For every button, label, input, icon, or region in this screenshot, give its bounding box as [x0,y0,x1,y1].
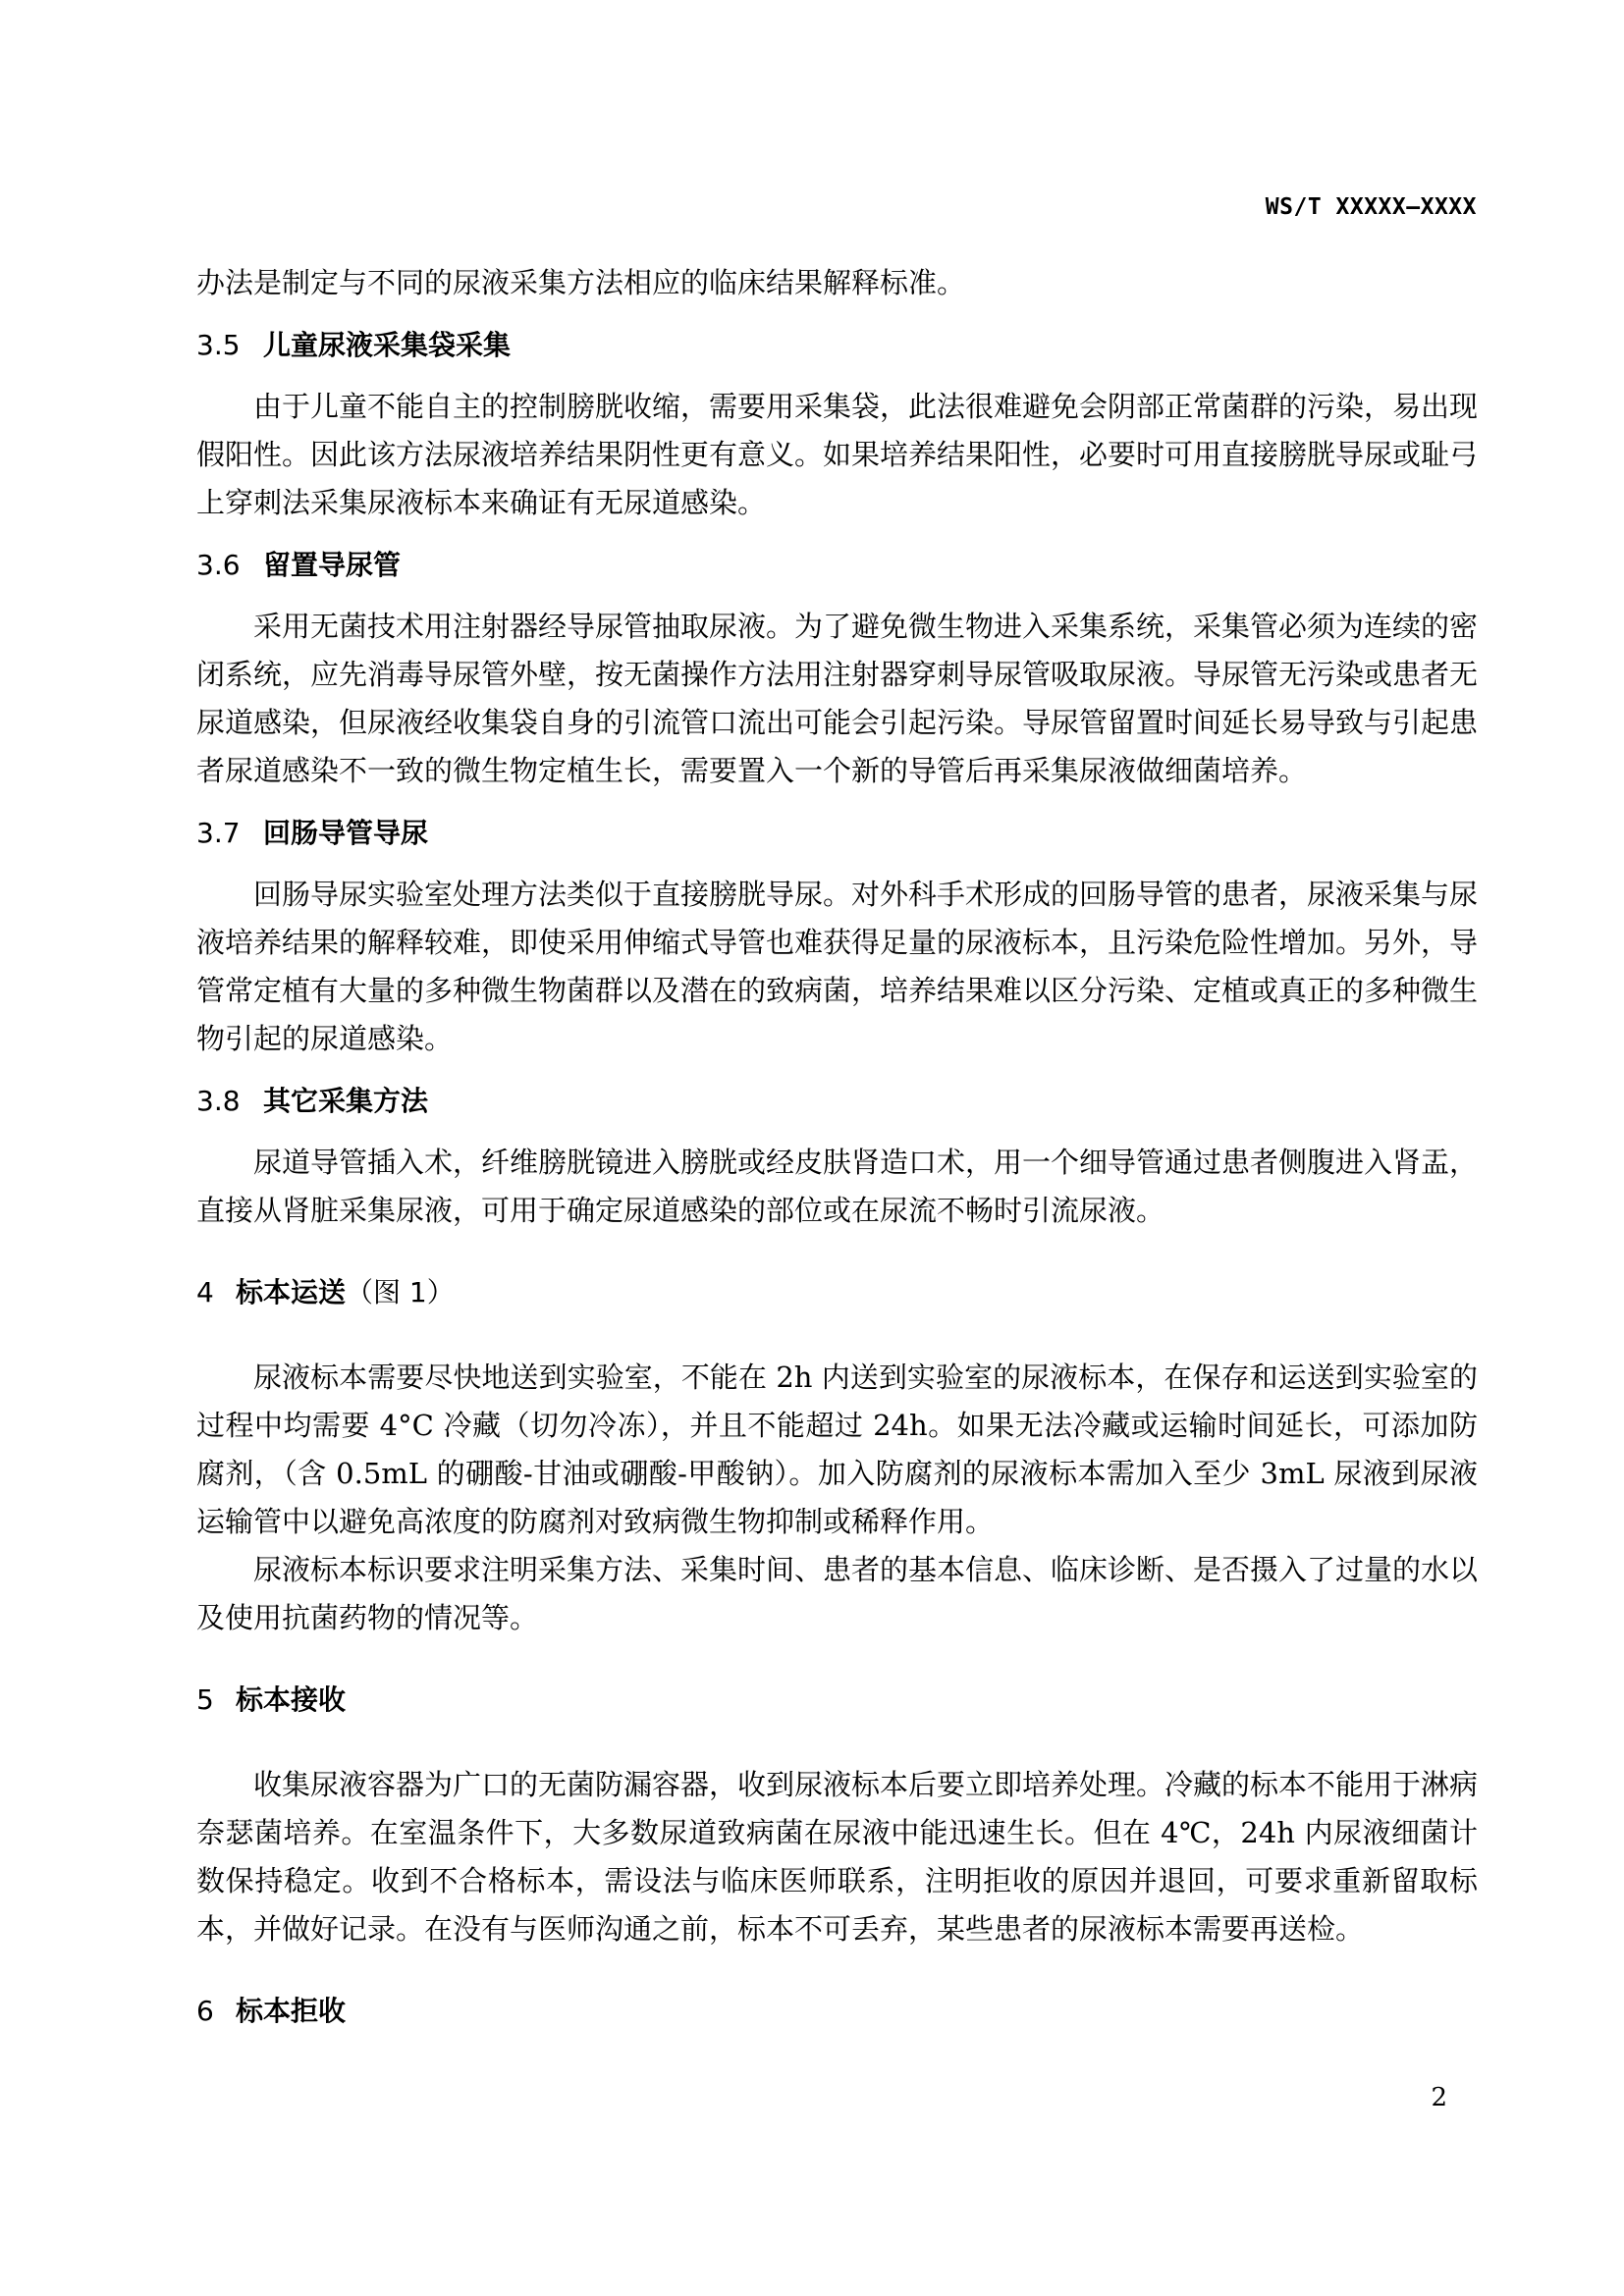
section-3-5-paragraph: 由于儿童不能自主的控制膀胱收缩，需要用采集袋，此法很难避免会阴部正常菌群的污染，易出现假阳性。因此该方法尿液培养结果阴性更有意义。如果培养结果阳性，必要时可用直接膀胱导尿或耻弓上穿刺法采集尿液标本来确证有无尿道感染。 [196,390,1479,519]
section-title: 回肠导管导尿 [263,817,429,849]
section-title: 标本接收 [236,1683,347,1716]
section-number: 4 [196,1276,214,1308]
section-number: 3.6 [196,549,241,581]
section-number: 6 [196,1995,214,2027]
section-3-5-heading [196,321,1478,369]
section-title: 留置导尿管 [263,549,402,581]
page-number: 2 [1431,2083,1447,2112]
section-3-8-paragraph: 尿道导管插入术，纤维膀胱镜进入膀胱或经皮肤肾造口术，用一个细导管通过患者侧腹进入肾盂，直接从肾脏采集尿液，可用于确定尿道感染的部位或在尿流不畅时引流尿液。 [196,1146,1479,1227]
section-5-paragraph: 收集尿液容器为广口的无菌防漏容器，收到尿液标本后要立即培养处理。冷藏的标本不能用于淋病奈瑟菌培养。在室温条件下，大多数尿道致病菌在尿液中能迅速生长。但在 4℃，24h 内尿液细菌计数保持稳定。收到不合格标本，需设法与临床医师联系，注明拒收的原因并退回，可要求重新留取标本，并做好记录。在没有与医师沟通之前，标本不可丢弃，某些患者的尿液标本需要再送检。 [196,1768,1479,1946]
section-3-6-heading [196,541,1478,589]
section-4-paragraph-2: 尿液标本标识要求注明采集方法、采集时间、患者的基本信息、临床诊断、是否摄入了过量的水以及使用抗菌药物的情况等。 [196,1553,1479,1634]
section-3-8-heading [196,1077,1478,1125]
document-body [196,259,1478,2035]
section-5-heading [196,1676,1478,1724]
continuation-paragraph: 办法是制定与不同的尿液采集方法相应的临床结果解释标准。 [196,266,966,299]
section-3-7-paragraph: 回肠导尿实验室处理方法类似于直接膀胱导尿。对外科手术形成的回肠导管的患者，尿液采集与尿液培养结果的解释较难，即使采用伸缩式导管也难获得足量的尿液标本，且污染危险性增加。另外，导管常定植有大量的多种微生物菌群以及潜在的致病菌，培养结果难以区分污染、定植或真正的多种微生物引起的尿道感染。 [196,878,1479,1055]
section-3-6-paragraph: 采用无菌技术用注射器经导尿管抽取尿液。为了避免微生物进入采集系统，采集管必须为连续的密闭系统，应先消毒导尿管外壁，按无菌操作方法用注射器穿刺导尿管吸取尿液。导尿管无污染或患者无尿道感染，但尿液经收集袋自身的引流管口流出可能会引起污染。导尿管留置时间延长易导致与引起患者尿道感染不一致的微生物定植生长，需要置入一个新的导管后再采集尿液做细菌培养。 [196,610,1479,787]
figure-reference: （图 1） [346,1276,455,1308]
document-code-header: WS/T XXXXX—XXXX [1265,194,1477,220]
section-4-heading [196,1268,1478,1316]
section-title: 标本运送 [236,1276,347,1308]
section-3-7-heading [196,809,1478,857]
section-title: 儿童尿液采集袋采集 [263,329,512,361]
section-title: 其它采集方法 [263,1085,429,1117]
section-number: 3.8 [196,1085,241,1117]
section-number: 3.5 [196,329,241,361]
section-6-heading [196,1987,1478,2035]
section-4-paragraph-1: 尿液标本需要尽快地送到实验室，不能在 2h 内送到实验室的尿液标本，在保存和运送到实验室的过程中均需要 4°C 冷藏（切勿冷冻），并且不能超过 24h。如果无法冷藏或运输时间延长，可添加防腐剂，（含 0.5mL 的硼酸-甘油或硼酸-甲酸钠）。加入防腐剂的尿液标本需加入至少 3mL 尿液到尿液运输管中以避免高浓度的防腐剂对致病微生物抑制或稀释作用。 [196,1361,1478,1538]
section-title: 标本拒收 [236,1995,347,2027]
section-number: 3.7 [196,817,241,849]
section-number: 5 [196,1683,214,1716]
